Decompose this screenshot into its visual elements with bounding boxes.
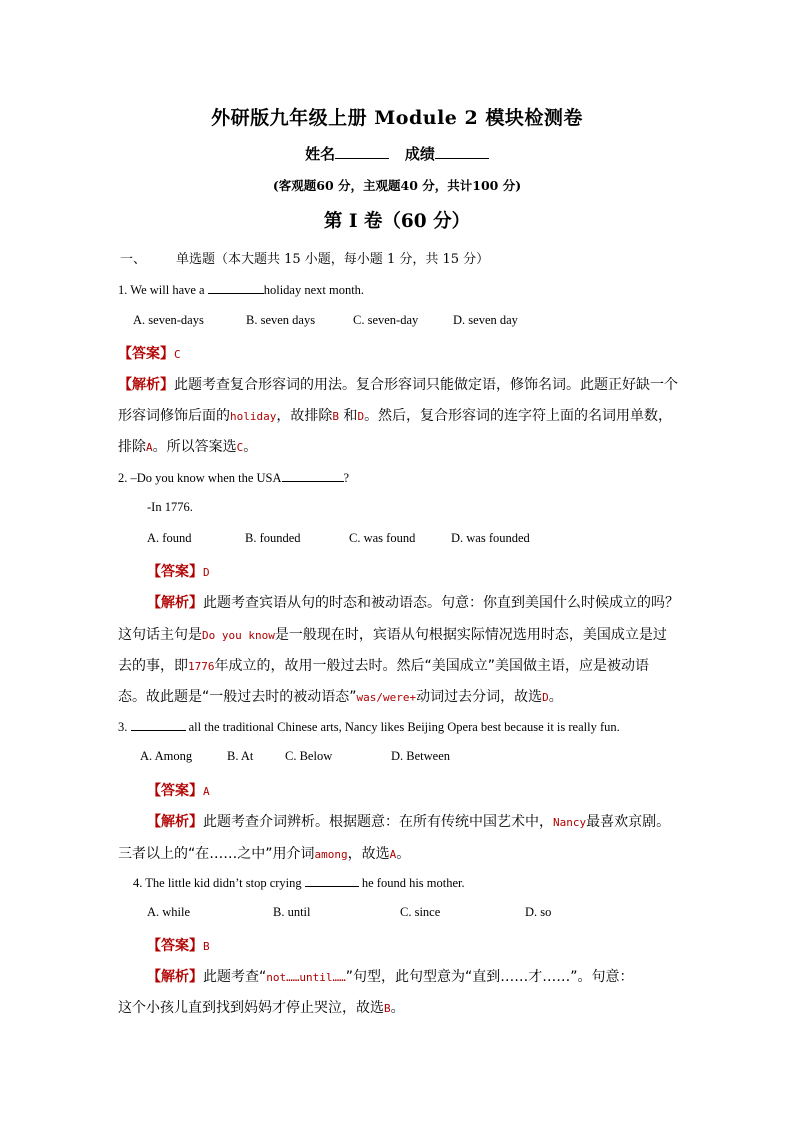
q4-option-a[interactable]: A. while xyxy=(147,905,191,919)
answer-value: B xyxy=(203,940,210,953)
score-blank[interactable] xyxy=(435,146,489,159)
question-2-stem xyxy=(118,469,349,486)
question-1-stem xyxy=(118,281,364,298)
part-title: 第 I 卷（60 分） xyxy=(323,211,471,232)
score-note: (客观题60 分，主观题40 分，共计100 分) xyxy=(272,178,522,193)
section-heading xyxy=(120,248,489,267)
question-2-analysis-line-1 xyxy=(147,592,679,612)
question-4-answer xyxy=(147,935,210,955)
analysis-text: 态。故此题是“一般过去时的被动语态” xyxy=(118,689,357,705)
answer-tag: 【答案】 xyxy=(147,783,203,799)
q3-option-b[interactable]: B. At xyxy=(227,749,254,763)
question-2-options xyxy=(147,531,530,546)
name-blank[interactable] xyxy=(335,146,389,159)
question-2-analysis-line-3 xyxy=(118,655,649,675)
analysis-code: was/were+ xyxy=(356,691,417,704)
question-4-blank[interactable] xyxy=(305,874,359,887)
question-3-stem-end: all the traditional Chinese arts, Nancy likes Beijing Opera best because it is really fun. xyxy=(185,720,620,734)
q1-option-a[interactable]: A. seven-days xyxy=(133,313,204,327)
analysis-text: 此题考查宾语从句的时态和被动语态。句意：你直到美国什么时候成立的吗？ xyxy=(203,595,679,611)
analysis-code: D xyxy=(357,410,365,423)
answer-value: C xyxy=(174,348,181,361)
analysis-tag: 【解析】 xyxy=(147,814,203,830)
analysis-text: 此题考查“ xyxy=(203,969,267,985)
question-1-blank[interactable] xyxy=(208,281,264,294)
analysis-tag: 【解析】 xyxy=(147,595,203,611)
question-2-analysis-line-4 xyxy=(118,686,563,706)
analysis-text: 。 xyxy=(548,689,563,705)
name-score-line xyxy=(0,143,794,164)
question-2-stem-start: 2. –Do you know when the USA xyxy=(118,471,282,485)
q2-option-b[interactable]: B. founded xyxy=(245,531,301,545)
q3-option-a[interactable]: A. Among xyxy=(140,749,193,763)
analysis-code: B xyxy=(332,410,339,423)
section-number: 一、 xyxy=(120,252,147,267)
analysis-text: 去的事，即 xyxy=(118,658,188,674)
analysis-code: Do you know xyxy=(202,629,275,642)
analysis-text: 最喜欢京剧。 xyxy=(586,814,671,830)
analysis-text: 三者以上的“在……之中”用介词 xyxy=(118,846,315,862)
question-2-blank[interactable] xyxy=(282,469,344,482)
analysis-code: A xyxy=(146,441,153,454)
answer-tag: 【答案】 xyxy=(147,564,203,580)
analysis-text: 动词过去分词，故选 xyxy=(416,689,543,705)
analysis-text: ，故排除 xyxy=(276,408,333,424)
analysis-text: 形容词修饰后面的 xyxy=(118,408,230,424)
section-title: 单选题（本大题共 15 小题，每小题 1 分，共 15 分） xyxy=(176,252,490,267)
question-3-stem-start: 3. xyxy=(118,720,131,734)
question-4-analysis-line-1 xyxy=(147,966,634,986)
analysis-code: D xyxy=(542,691,549,704)
analysis-code: among xyxy=(314,848,348,861)
question-3-analysis-line-2 xyxy=(118,843,410,863)
analysis-text: ”句型，此句型意为“直到……才……”。句意： xyxy=(345,969,634,985)
answer-value: D xyxy=(203,566,210,579)
page-title: 外研版九年级上册 Module 2 模块检测卷 xyxy=(211,107,583,129)
question-2-stem-end: ? xyxy=(343,471,350,485)
q1-option-c[interactable]: C. seven-day xyxy=(353,313,419,327)
analysis-text: 此题考查介词辨析。根据题意：在所有传统中国艺术中， xyxy=(203,814,553,830)
analysis-code: C xyxy=(236,441,244,454)
question-1-stem-end: holiday next month. xyxy=(263,283,365,297)
q4-option-b[interactable]: B. until xyxy=(273,905,311,919)
analysis-code: holiday xyxy=(230,410,277,423)
analysis-text: 这个小孩儿直到找到妈妈才停止哭泣，故选 xyxy=(118,1000,384,1016)
analysis-text: 。 xyxy=(390,1000,405,1016)
q2-option-c[interactable]: C. was found xyxy=(349,531,416,545)
question-1-analysis-line-2 xyxy=(118,405,672,425)
analysis-tag: 【解析】 xyxy=(118,377,174,393)
analysis-code: not……until…… xyxy=(266,971,346,984)
question-2-answer xyxy=(147,561,210,581)
q3-option-d[interactable]: D. Between xyxy=(391,749,451,763)
question-1-stem-start: 1. We will have a xyxy=(118,283,208,297)
question-1-analysis-line-1 xyxy=(118,374,678,394)
analysis-text: 和 xyxy=(338,408,358,424)
question-4-stem xyxy=(133,874,465,891)
q1-option-b[interactable]: B. seven days xyxy=(246,313,316,327)
analysis-text: 。 xyxy=(243,439,258,455)
question-3-options xyxy=(140,749,450,764)
q4-option-d[interactable]: D. so xyxy=(525,905,552,919)
question-2-analysis-line-2 xyxy=(118,624,667,644)
question-1-options xyxy=(133,313,518,328)
q2-option-d[interactable]: D. was founded xyxy=(451,531,530,545)
analysis-text: 。所以答案选 xyxy=(152,439,237,455)
question-3-analysis-line-1 xyxy=(147,811,670,831)
q2-option-a[interactable]: A. found xyxy=(147,531,192,545)
analysis-code: B xyxy=(384,1002,391,1015)
analysis-text: 。 xyxy=(396,846,411,862)
question-1-analysis-line-3 xyxy=(118,436,257,456)
question-4-stem-end: he found his mother. xyxy=(358,876,465,890)
analysis-text: 。然后，复合形容词的连字符上面的名词用单数， xyxy=(364,408,673,424)
q3-option-c[interactable]: C. Below xyxy=(285,749,333,763)
question-4-options xyxy=(147,905,551,920)
analysis-text: 排除 xyxy=(118,439,146,455)
question-1-answer xyxy=(118,343,181,363)
question-4-analysis-line-2 xyxy=(118,997,405,1017)
question-3-answer xyxy=(147,780,210,800)
answer-tag: 【答案】 xyxy=(118,346,174,362)
question-3-blank[interactable] xyxy=(131,718,186,731)
analysis-tag: 【解析】 xyxy=(147,969,203,985)
name-label: 姓名 xyxy=(305,145,336,163)
analysis-code: A xyxy=(389,848,397,861)
answer-value: A xyxy=(203,785,210,798)
answer-tag: 【答案】 xyxy=(147,938,203,954)
analysis-code: 1776 xyxy=(188,660,215,673)
q4-option-c[interactable]: C. since xyxy=(400,905,441,919)
analysis-text: 年成立的，故用一般过去时。然后“美国成立”美国做主语，应是被动语 xyxy=(214,658,650,674)
question-4-stem-start: 4. The little kid didn’t stop crying xyxy=(133,876,305,890)
score-label: 成绩 xyxy=(404,145,435,163)
analysis-text: 这句话主句是 xyxy=(118,627,202,643)
analysis-text: 是一般现在时，宾语从句根据实际情况选用时态，美国成立是过 xyxy=(274,627,667,643)
analysis-text: ，故选 xyxy=(347,846,390,862)
analysis-text: 此题考查复合形容词的用法。复合形容词只能做定语，修饰名词。此题正好缺一个 xyxy=(174,377,678,393)
question-3-stem xyxy=(118,718,620,735)
question-2-reply: -In 1776. xyxy=(147,500,193,514)
q1-option-d[interactable]: D. seven day xyxy=(453,313,518,327)
analysis-code: Nancy xyxy=(553,816,587,829)
